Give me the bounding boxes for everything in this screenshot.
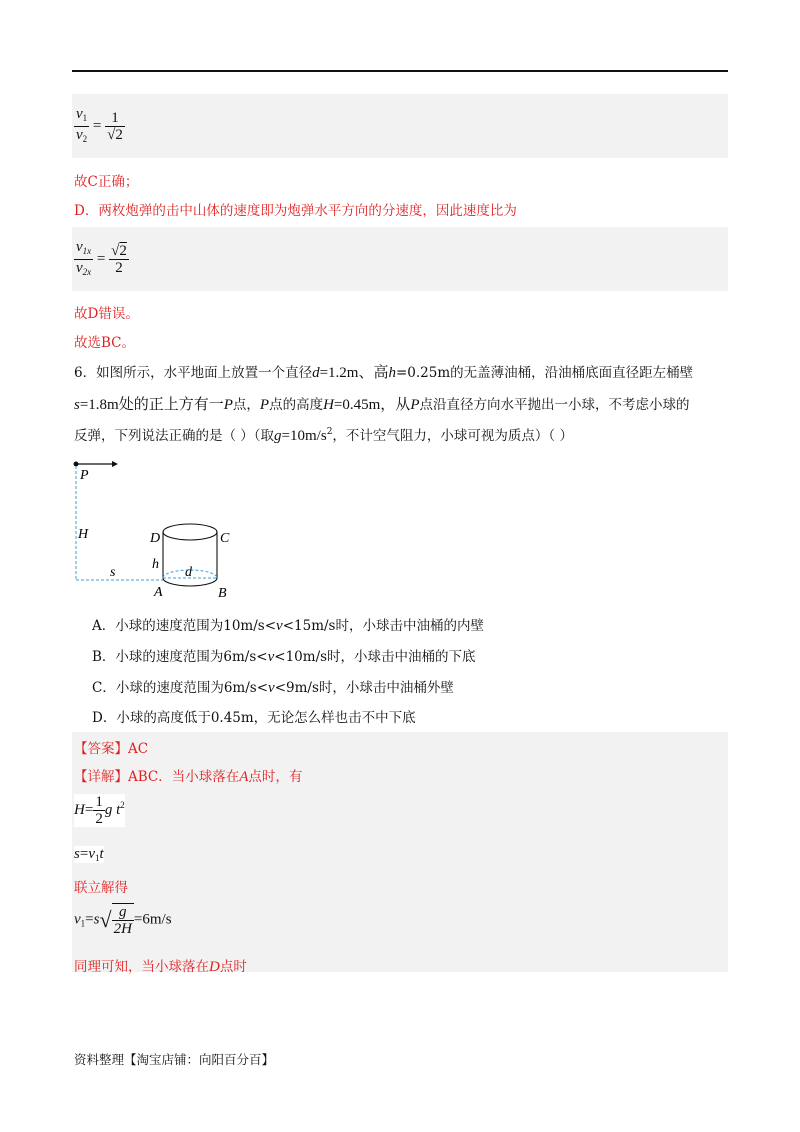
arrow-head-icon (112, 461, 118, 467)
label-p: P (80, 468, 89, 483)
question-line-1: 6．如图所示，水平地面上放置一个直径d=1.2m、高h=0.25m的无盖薄油桶，沿油桶底面直径距左桶壁 (74, 365, 694, 381)
question-line-3: 反弹，下列说法正确的是（ ）（取$g=10m/s^2$，不计空气阻力，小球可视为质点）（ ） (74, 427, 573, 444)
combine-text: 联立解得 (74, 880, 128, 896)
equation-c: $\frac{v_1}{v_2}$ = $\frac{1}{√2}$ (76, 106, 123, 144)
equation-d: $\frac{v_{1x}}{v_{2x}}$ = $\frac{√2}{2}$ (76, 239, 127, 277)
label-b-point: B (218, 586, 227, 601)
similar-text: 同理可知，当小球落在D点时 (74, 959, 247, 975)
equation-s: $s=v_1t$ (74, 846, 104, 863)
label-h-small: h (152, 557, 159, 572)
label-d-diameter: d (185, 565, 192, 580)
equation-v1: $v_1=s√$ $\frac{g}{2H}$ =6m/s (74, 904, 172, 937)
option-d: D．小球的高度低于0.45m，无论怎么样也击不中下底 (92, 710, 416, 726)
equation-block-d (72, 227, 728, 291)
label-d-point: D (150, 531, 161, 546)
label-a-point: A (154, 585, 163, 600)
d-explanation: D．两枚炮弹的击中山体的速度即为炮弹水平方向的分速度，因此速度比为 (74, 203, 517, 219)
header-rule (72, 70, 728, 72)
equation-h: H= $\frac{1}{2}$ g $t^2$ (74, 794, 125, 827)
d-conclusion: 故D错误。 (74, 306, 139, 322)
c-conclusion: 故C正确； (74, 174, 139, 190)
option-a: A．小球的速度范围为10m/s<v<15m/s时，小球击中油桶的内壁 (92, 618, 484, 634)
answer-label: 【答案】AC (74, 741, 149, 757)
label-h-big: H (78, 527, 89, 542)
option-b: B．小球的速度范围为6m/s<v<10m/s时，小球击中油桶的下底 (92, 649, 476, 665)
cylinder-top (163, 524, 217, 540)
equation-block-c (72, 94, 728, 158)
label-s: s (110, 565, 116, 580)
physics-figure (60, 452, 240, 612)
option-c: C．小球的速度范围为6m/s<v<9m/s时，小球击中油桶外壁 (92, 680, 454, 696)
footer-text: 资料整理【淘宝店铺：向阳百分百】 (74, 1052, 275, 1067)
question-line-2: s=1.8m处的正上方有一P点，P点的高度H=0.45m，从P点沿直径方向水平抛出一小球，不考虑小球的 (74, 397, 690, 413)
label-c-point: C (220, 531, 230, 546)
final-choice: 故选BC。 (74, 335, 136, 351)
detail-line: 【详解】ABC．当小球落在A点时，有 (74, 769, 303, 785)
